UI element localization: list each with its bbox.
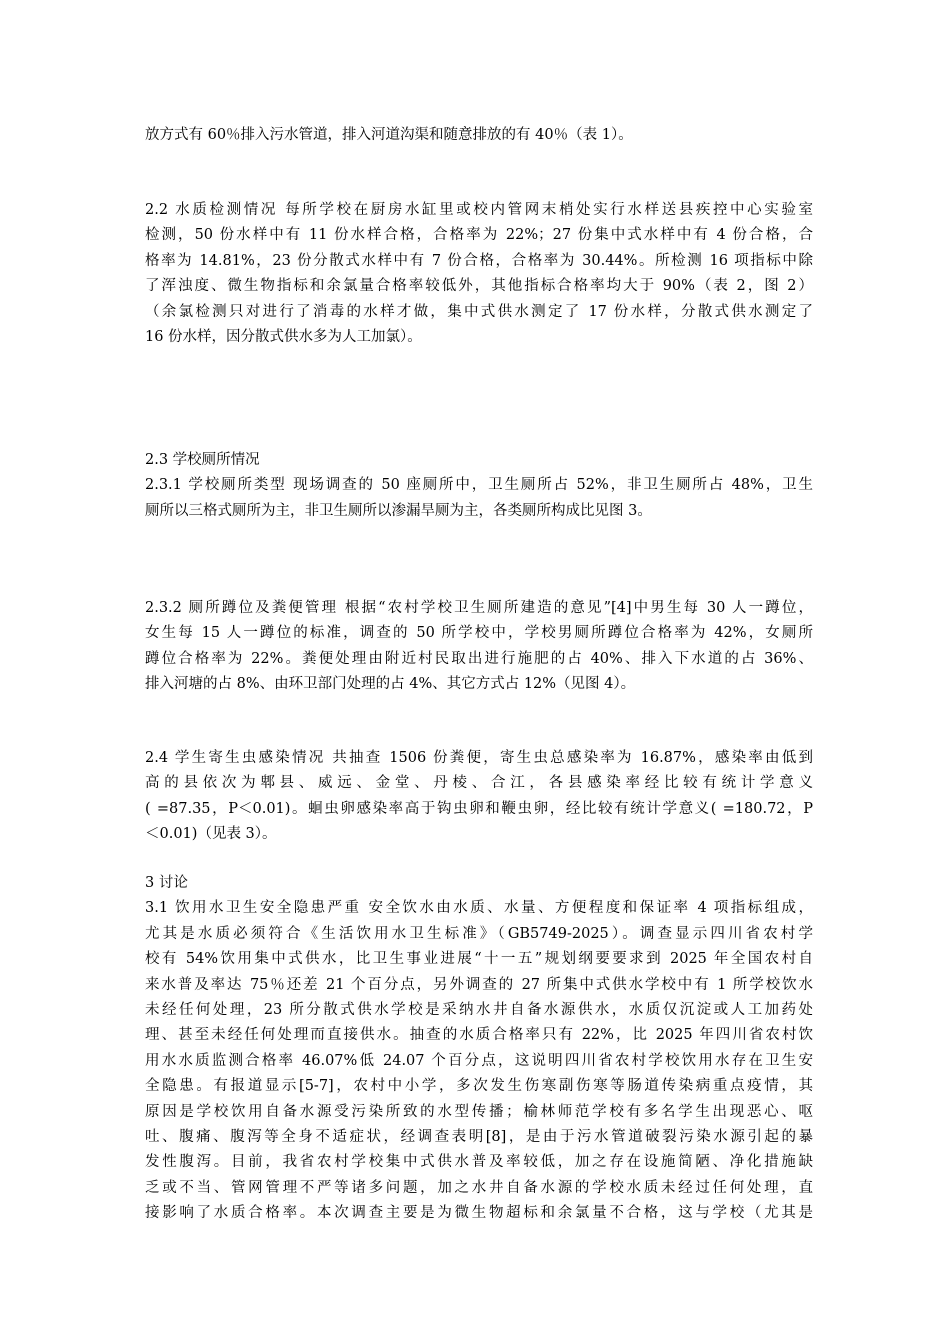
text-line: 用水水质监测合格率 46.07%低 24.07 个百分点，这说明四川省农村学校饮用水存在卫生安	[145, 1052, 813, 1069]
text-line: 蹲位合格率为 22%。粪便处理由附近村民取出进行施肥的占 40%、排入下水道的占 36%、	[145, 650, 813, 667]
text-line: 放方式有 60％排入污水管道，排入河道沟渠和随意排放的有 40％（表 1）。	[145, 127, 633, 143]
paragraph-discussion	[145, 871, 813, 1227]
text-line: 尤其是水质必须符合《生活饮用水卫生标准》（GB5749-2025）。调查显示四川省农村学	[145, 925, 813, 942]
text-line: 乏或不当、管网管理不严等诸多问题，加之水井自备水源的学校水质未经过任何处理，直	[145, 1179, 813, 1196]
text-line: ＜0.01)（见表 3）。	[145, 826, 277, 843]
section-heading: 2.3 学校厕所情况	[145, 452, 260, 468]
text-line: 16 份水样，因分散式供水多为人工加氯）。	[145, 329, 422, 346]
text-line: 吐、腹痛、腹泻等全身不适症状，经调查表明[8]，是由于污水管道破裂污染水源引起的暴	[145, 1129, 813, 1146]
text-line: 2.2 水质检测情况 每所学校在厨房水缸里或校内管网末梢处实行水样送县疾控中心实验室	[145, 202, 813, 218]
text-line: 女生每 15 人一蹲位的标准，调查的 50 所学校中，学校男厕所蹲位合格率为 42%，女厕所	[145, 625, 813, 642]
text-line: 检测，50 份水样中有 11 份水样合格，合格率为 22%；27 份集中式水样中有 4 份合格，合	[145, 227, 813, 244]
paragraph-school-toilets	[145, 448, 813, 524]
text-line: 接影响了水质合格率。本次调查主要是为微生物超标和余氯量不合格，这与学校（尤其是	[145, 1205, 813, 1222]
text-line: 原因是学校饮用自备水源受污染所致的水型传播；榆林师范学校有多名学生出现恶心、呕	[145, 1103, 813, 1120]
section-heading: 3 讨论	[145, 875, 188, 891]
text-line: 排入河塘的占 8%、由环卫部门处理的占 4%、其它方式占 12%（见图 4）。	[145, 676, 636, 693]
text-line: 了浑浊度、微生物指标和余氯量合格率较低外，其他指标合格率均大于 90%（表 2，图 2）	[145, 278, 813, 295]
text-line: 高的县依次为郫县、威远、金堂、丹棱、合江，各县感染率经比较有统计学意义	[145, 775, 813, 792]
text-line: 厕所以三格式厕所为主，非卫生厕所以渗漏旱厕为主，各类厕所构成比见图 3。	[145, 502, 652, 519]
paragraph-parasite-infection	[145, 746, 813, 848]
text-line: 3.1 饮用水卫生安全隐患严重 安全饮水由水质、水量、方便程度和保证率 4 项指标组成，	[145, 900, 813, 917]
text-line: 格率为 14.81%，23 份分散式水样中有 7 份合格，合格率为 30.44%。所检测 16 项指标中除	[145, 252, 813, 269]
text-line: 来水普及率达 75％还差 21 个百分点，另外调查的 27 所集中式供水学校中有 1 所学校饮水	[145, 976, 813, 993]
text-line: （余氯检测只对进行了消毒的水样才做，集中式供水测定了 17 份水样，分散式供水测定了	[145, 303, 813, 320]
paragraph-toilet-squat-positions	[145, 596, 813, 698]
paragraph-water-quality-testing	[145, 198, 813, 350]
text-line: 未经任何处理，23 所分散式供水学校是采纳水井自备水源供水，水质仅沉淀或人工加药处	[145, 1002, 813, 1019]
text-line: ( =87.35，P＜0.01)。蛔虫卵感染率高于钩虫卵和鞭虫卵，经比较有统计学意义( =180.72，P	[145, 800, 813, 817]
text-line: 2.4 学生寄生虫感染情况 共抽查 1506 份粪便，寄生虫总感染率为 16.87%，感染率由低到	[145, 750, 813, 766]
paragraph-wastewater-discharge	[145, 123, 813, 148]
text-line: 全隐患。有报道显示[5-7]，农村中小学，多次发生伤寒副伤寒等肠道传染病重点疫情，其	[145, 1078, 813, 1095]
text-line: 校有 54%饮用集中式供水，比卫生事业进展“十一五”规划纲要要求到 2025 年全国农村自	[145, 951, 813, 968]
text-line: 发性腹泻。目前，我省农村学校集中式供水普及率较低，加之存在设施简陋、净化措施缺	[145, 1154, 813, 1171]
text-line: 理、甚至未经任何处理而直接供水。抽查的水质合格率只有 22%，比 2025 年四川省农村饮	[145, 1027, 813, 1044]
text-line: 2.3.2 厕所蹲位及粪便管理 根据“农村学校卫生厕所建造的意见”[4]中男生每 30 人一蹲位，	[145, 600, 813, 616]
text-line: 2.3.1 学校厕所类型 现场调查的 50 座厕所中，卫生厕所占 52%，非卫生厕所占 48%，卫生	[145, 477, 813, 494]
